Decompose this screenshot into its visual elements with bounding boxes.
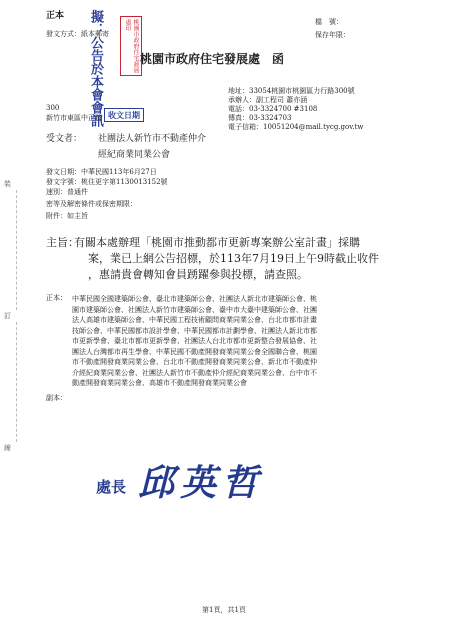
binding-mark: 裝	[4, 180, 11, 188]
page-number: 第1頁，共1頁	[202, 606, 246, 614]
distribution-list	[72, 294, 317, 389]
recipient-postcode: 300	[46, 104, 60, 112]
distribution-line: 中華民國全國建築師公會、臺北市建築師公會、社團法人新北市建築師公會、桃	[72, 295, 317, 303]
contact-person: 承辦人：副工程司 蕭亦涵	[228, 96, 308, 104]
send-method: 發文方式：紙本郵寄	[46, 30, 109, 38]
line-mark: 線	[4, 444, 11, 452]
distribution-line: 介經紀商業同業公會、社團法人新竹市不動產仲介經紀商業同業公會、台中市不	[72, 368, 317, 377]
security-level: 密等及解密條件或保密期限：	[46, 200, 137, 208]
handwritten-note-stamp: 擬：公告於本會會訊	[88, 10, 103, 127]
subject-line-1: 有關本處辦理「桃園市推動都市更新專案辦公室計畫」採購	[74, 236, 360, 249]
recipient-name-line2: 經紀商業同業公會	[98, 150, 171, 160]
distribution-line: 市更新學會、臺北市都市更新學會、社團法人台北市都市更新整合發展協會、社	[72, 337, 317, 345]
recipient-name-line1: 社團法人新竹市不動產仲介	[98, 134, 207, 144]
received-stamp: 收文日期	[104, 108, 144, 122]
signatory-title: 處長	[96, 478, 127, 496]
speed-class: 速別：普通件	[46, 188, 88, 196]
issue-number: 發文字號：桃住更字第1130013152號	[46, 178, 168, 186]
signature: 邱英哲	[138, 462, 265, 504]
subject-line-3: ，惠請貴會轉知會員踴躍參與投標，請查照。	[88, 268, 308, 281]
fax-number: 傳真：03-3324703	[228, 114, 292, 122]
binding-dashes-2	[16, 322, 17, 442]
attachment: 附件：如主旨	[46, 212, 88, 220]
archive-number: 檔 號：	[315, 18, 343, 26]
distribution-label: 正本：	[46, 294, 67, 302]
distribution-line: 法人高雄市建築師公會、中華民國工程技術顧問商業同業公會、台北市都市計畫	[72, 316, 317, 324]
agency-title: 桃園市政府住宅發展處 函	[140, 52, 285, 66]
retention-period: 保存年限：	[315, 31, 350, 39]
distribution-line: 團法人台灣都市再生學會、中華民國不動產開發商業同業公會全國聯合會、桃園	[72, 347, 317, 356]
recipient-label: 受文者：	[46, 134, 83, 144]
stitch-mark: 訂	[4, 312, 11, 320]
distribution-line: 動產開發商業同業公會、高雄市不動產開發商業同業公會	[72, 379, 247, 387]
recipient-address: 新竹市東區中正路	[46, 114, 102, 122]
distribution-line: 園市建築師公會、社團法人新竹市建築師公會、臺中市大臺中建築師公會、社團	[72, 305, 317, 314]
subject-line-2: 案，業已上網公告招標，於113年7月19日上午9時截止收件	[88, 252, 379, 265]
issue-date: 發文日期：中華民國113年6月27日	[46, 168, 157, 176]
binding-dashes-1	[16, 190, 17, 310]
copy-type: 正本	[46, 11, 65, 21]
copy-recipients-label: 副本：	[46, 394, 67, 402]
distribution-line: 市不動產開發商業同業公會、台北市不動產開發商業同業公會、新北市不動產仲	[72, 358, 317, 366]
agency-address: 地址：33054桃園市桃園區力行路300號	[228, 87, 355, 95]
subject-label: 主旨：	[46, 236, 79, 249]
agency-seal	[120, 16, 142, 76]
phone-number: 電話：03-3324700 #3108	[228, 105, 318, 113]
email-address: 電子信箱：10051204@mail.tycg.gov.tw	[228, 123, 364, 131]
agency-seal-text: 桃園市政府住宅發展處印	[124, 19, 139, 73]
distribution-line: 技師公會、中華民國都市設計學會、中華民國都市計劃學會、社團法人新北市都	[72, 326, 317, 335]
